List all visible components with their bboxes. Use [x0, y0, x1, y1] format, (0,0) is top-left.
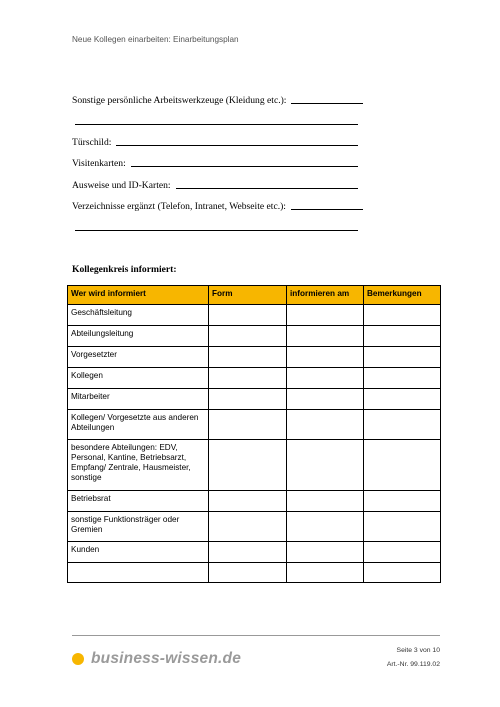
date-cell[interactable]: [287, 368, 364, 389]
field-label: Ausweise und ID-Karten:: [72, 180, 171, 191]
remarks-cell[interactable]: [364, 440, 441, 491]
table-header-row: [68, 286, 441, 305]
table-row: [68, 440, 441, 491]
remarks-cell[interactable]: [364, 368, 441, 389]
logo-dot-icon: [72, 653, 84, 665]
row-label: Kollegen: [68, 368, 209, 389]
row-label: sonstige Funktionsträger oder Gremien: [68, 512, 209, 542]
table-row: [68, 347, 441, 368]
fill-in-line[interactable]: [75, 124, 358, 125]
row-label: Kunden: [68, 542, 209, 563]
brand-logo: [72, 650, 241, 668]
remarks-cell[interactable]: [364, 542, 441, 563]
column-header: informieren am: [287, 286, 364, 305]
field-label: Sonstige persönliche Arbeitswerkzeuge (Kleidung etc.):: [72, 95, 287, 106]
date-cell[interactable]: [287, 491, 364, 512]
table-row: [68, 368, 441, 389]
form-cell[interactable]: [209, 440, 287, 491]
date-cell[interactable]: [287, 347, 364, 368]
remarks-cell[interactable]: [364, 326, 441, 347]
form-cell[interactable]: [209, 326, 287, 347]
date-cell[interactable]: [287, 542, 364, 563]
field-tuerschild: [72, 137, 358, 148]
remarks-cell[interactable]: [364, 347, 441, 368]
article-number: Art.-Nr. 99.119.02: [386, 661, 440, 668]
table-row: [68, 491, 441, 512]
fill-in-line[interactable]: [75, 230, 358, 231]
row-label: Mitarbeiter: [68, 389, 209, 410]
form-cell[interactable]: [209, 512, 287, 542]
fill-in-line[interactable]: [291, 209, 363, 210]
field-label: Türschild:: [72, 137, 112, 148]
form-cell[interactable]: [209, 410, 287, 440]
fill-in-line[interactable]: [176, 188, 358, 189]
remarks-cell[interactable]: [364, 389, 441, 410]
date-cell[interactable]: [287, 440, 364, 491]
table-row: [68, 512, 441, 542]
field-ausweise: [72, 180, 358, 191]
remarks-cell[interactable]: [364, 512, 441, 542]
form-cell[interactable]: [209, 389, 287, 410]
date-cell[interactable]: [287, 563, 364, 583]
table-row: [68, 305, 441, 326]
page-number: Seite 3 von 10: [396, 647, 440, 654]
table-row: [68, 326, 441, 347]
date-cell[interactable]: [287, 326, 364, 347]
remarks-cell[interactable]: [364, 563, 441, 583]
table-row-empty: [68, 563, 441, 583]
section-title: Kollegenkreis informiert:: [72, 264, 177, 275]
fill-in-line[interactable]: [291, 103, 363, 104]
remarks-cell[interactable]: [364, 410, 441, 440]
date-cell[interactable]: [287, 389, 364, 410]
field-verzeichnisse: [72, 201, 358, 212]
field-visitenkarten: [72, 158, 358, 169]
form-cell[interactable]: [209, 368, 287, 389]
form-cell[interactable]: [209, 491, 287, 512]
date-cell[interactable]: [287, 305, 364, 326]
column-header: Form: [209, 286, 287, 305]
column-header: Bemerkungen: [364, 286, 441, 305]
remarks-cell[interactable]: [364, 491, 441, 512]
row-label[interactable]: [68, 563, 209, 583]
row-label: Betriebsrat: [68, 491, 209, 512]
logo-text: business-wissen.de: [91, 650, 242, 667]
row-label: besondere Abteilungen: EDV, Personal, Kantine, Betriebsarzt, Empfang/ Zentrale, Hausmeister, sonstige: [68, 440, 209, 491]
form-cell[interactable]: [209, 542, 287, 563]
field-arbeitswerkzeuge: [72, 95, 358, 106]
row-label: Vorgesetzter: [68, 347, 209, 368]
fill-in-line[interactable]: [131, 166, 358, 167]
table-row: [68, 410, 441, 440]
table-row: [68, 389, 441, 410]
date-cell[interactable]: [287, 410, 364, 440]
fill-in-line[interactable]: [116, 145, 358, 146]
form-cell[interactable]: [209, 563, 287, 583]
date-cell[interactable]: [287, 512, 364, 542]
form-cell[interactable]: [209, 347, 287, 368]
footer-divider: [72, 635, 440, 636]
row-label: Kollegen/ Vorgesetzte aus anderen Abteilungen: [68, 410, 209, 440]
page-header-title: Neue Kollegen einarbeiten: Einarbeitungsplan: [72, 35, 239, 44]
remarks-cell[interactable]: [364, 305, 441, 326]
table-row: [68, 542, 441, 563]
form-cell[interactable]: [209, 305, 287, 326]
row-label: Geschäftsleitung: [68, 305, 209, 326]
row-label: Abteilungsleitung: [68, 326, 209, 347]
field-label: Visitenkarten:: [72, 158, 126, 169]
column-header: Wer wird informiert: [68, 286, 209, 305]
field-label: Verzeichnisse ergänzt (Telefon, Intranet, Webseite etc.):: [72, 201, 286, 212]
colleagues-table: [67, 285, 441, 583]
